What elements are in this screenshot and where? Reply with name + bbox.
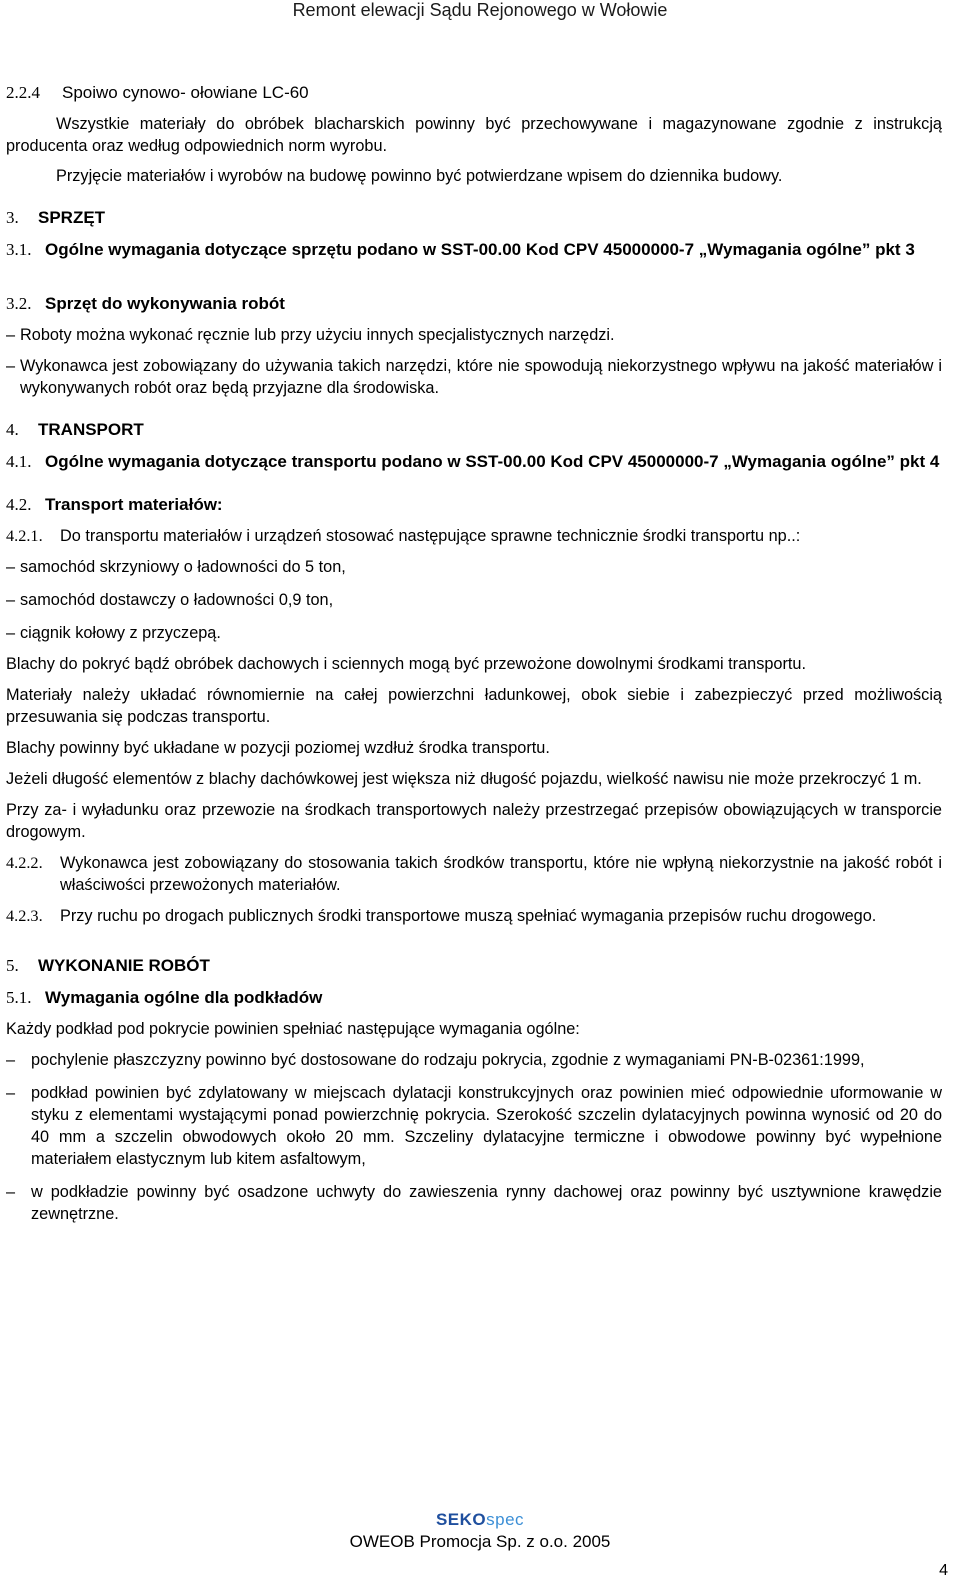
section-4-1-heading bbox=[6, 451, 942, 473]
section-number: 4.1. bbox=[6, 452, 32, 471]
list-item: – samochód skrzyniowy o ładowności do 5 ton, bbox=[6, 558, 346, 576]
footer-logo: SEKOspec bbox=[435, 1510, 525, 1529]
paragraph: Wszystkie materiały do obróbek blacharskich powinny być przechowywane i magazynowane zgodnie z instrukcją producenta oraz według odpowiednich norm wyrobu. bbox=[6, 115, 942, 155]
paragraph: Przyjęcie materiałów i wyrobów na budowę powinno być potwierdzane wpisem do dziennika budowy. bbox=[56, 167, 783, 185]
page-header: Remont elewacji Sądu Rejonowego w Wołowie bbox=[292, 0, 668, 20]
section-title: Wymagania ogólne dla podkładów bbox=[45, 988, 323, 1007]
paragraph: Jeżeli długość elementów z blachy dachówkowej jest większa niż długość pojazdu, wielkość nawisu nie może przekroczyć 1 m. bbox=[6, 770, 922, 788]
paragraph: Każdy podkład pod pokrycie powinien spełniać następujące wymagania ogólne: bbox=[6, 1020, 580, 1038]
paragraph: Do transportu materiałów i urządzeń stosować następujące sprawne technicznie środki transportu np..: bbox=[60, 527, 801, 545]
section-number: 3. bbox=[6, 208, 19, 227]
footer-company: OWEOB Promocja Sp. z o.o. 2005 bbox=[349, 1532, 611, 1551]
list-item: – samochód dostawczy o ładowności 0,9 ton, bbox=[6, 591, 334, 609]
list-item: – Wykonawca jest zobowiązany do używania takich narzędzi, które nie spowodują niekorzystnego wpływu na jakość materiałów i wykonywanych robót oraz będą przyjazne dla środowiska. bbox=[6, 357, 942, 397]
section-number: 4.2.2. bbox=[6, 853, 43, 872]
paragraph: Przy za- i wyładunku oraz przewozie na środkach transportowych należy przestrzegać przepisów obowiązujących w transporcie drogowym. bbox=[6, 801, 942, 841]
section-number: 3.1. bbox=[6, 240, 32, 259]
section-5-1-heading bbox=[6, 987, 942, 1009]
list-item: – w podkładzie powinny być osadzone uchwyty do zawieszenia rynny dachowej oraz powinny być usztywnione krawędzie zewnętrzne. bbox=[6, 1183, 942, 1223]
section-number: 3.2. bbox=[6, 294, 32, 313]
section-4-2-1 bbox=[6, 525, 942, 547]
document-body bbox=[6, 82, 942, 1225]
paragraph: Wykonawca jest zobowiązany do stosowania takich środków transportu, które nie wpłyną niekorzystnie na jakość robót i właściwości przewożonych materiałów. bbox=[60, 854, 942, 894]
paragraph: Materiały należy układać równomiernie na całej powierzchni ładunkowej, obok siebie i zabezpieczyć przed możliwością przesuwania się podczas transportu. bbox=[6, 686, 942, 726]
section-number: 5.1. bbox=[6, 988, 32, 1007]
section-2-2-4-heading bbox=[6, 82, 942, 104]
list-item: – ciągnik kołowy z przyczepą. bbox=[6, 624, 221, 642]
section-number: 4.2. bbox=[6, 495, 32, 514]
page-number: 4 bbox=[939, 1562, 948, 1579]
section-number: 4.2.1. bbox=[6, 526, 43, 545]
section-3-1-heading bbox=[6, 239, 942, 261]
section-title: SPRZĘT bbox=[38, 208, 106, 227]
section-title: TRANSPORT bbox=[38, 420, 144, 439]
paragraph: Blachy powinny być układane w pozycji poziomej wzdłuż środka transportu. bbox=[6, 739, 550, 757]
section-title: Sprzęt do wykonywania robót bbox=[45, 294, 285, 313]
section-number: 5. bbox=[6, 956, 19, 975]
list-item: – Roboty można wykonać ręcznie lub przy użyciu innych specjalistycznych narzędzi. bbox=[6, 326, 615, 344]
section-number: 2.2.4 bbox=[6, 83, 40, 102]
section-4-2-heading bbox=[6, 494, 942, 516]
section-title: WYKONANIE ROBÓT bbox=[38, 956, 210, 975]
paragraph: Blachy do pokryć bądź obróbek dachowych i sciennych mogą być przewożone dowolnymi środkami transportu. bbox=[6, 655, 806, 673]
section-title: Transport materiałów: bbox=[45, 495, 223, 514]
section-title: Ogólne wymagania dotyczące sprzętu podano w SST-00.00 Kod CPV 45000000-7 „Wymagania ogólne” pkt 3 bbox=[45, 240, 915, 259]
list-item: – pochylenie płaszczyzny powinno być dostosowane do rodzaju pokrycia, zgodnie z wymaganiami PN-B-02361:1999, bbox=[6, 1051, 865, 1069]
section-4-2-2 bbox=[6, 852, 942, 896]
section-5-heading bbox=[6, 955, 942, 977]
section-3-heading bbox=[6, 207, 942, 229]
section-4-heading bbox=[6, 419, 942, 441]
section-title: Ogólne wymagania dotyczące transportu podano w SST-00.00 Kod CPV 45000000-7 „Wymagania ogólne” pkt 4 bbox=[45, 452, 940, 471]
paragraph: Przy ruchu po drogach publicznych środki transportowe muszą spełniać wymagania przepisów ruchu drogowego. bbox=[60, 907, 877, 925]
list-item: – podkład powinien być zdylatowany w miejscach dylatacji konstrukcyjnych oraz powinien mieć odpowiednie uformowanie w styku z elementami wystającymi ponad powierzchnię pokrycia. Szerokość szczelin dylatacyjnych powinna wynosić od 20 do 40 mm a szczelin obwodowych około 20 mm. Szczeliny dylatacyjne termiczne i obwodowe powinny być wypełnione materiałem elastycznym lub kitem asfaltowym, bbox=[6, 1084, 942, 1168]
section-number: 4. bbox=[6, 420, 19, 439]
section-4-2-3 bbox=[6, 905, 942, 927]
section-number: 4.2.3. bbox=[6, 906, 43, 925]
section-3-2-heading bbox=[6, 293, 942, 315]
section-title: Spoiwo cynowo- ołowiane LC-60 bbox=[62, 83, 309, 102]
